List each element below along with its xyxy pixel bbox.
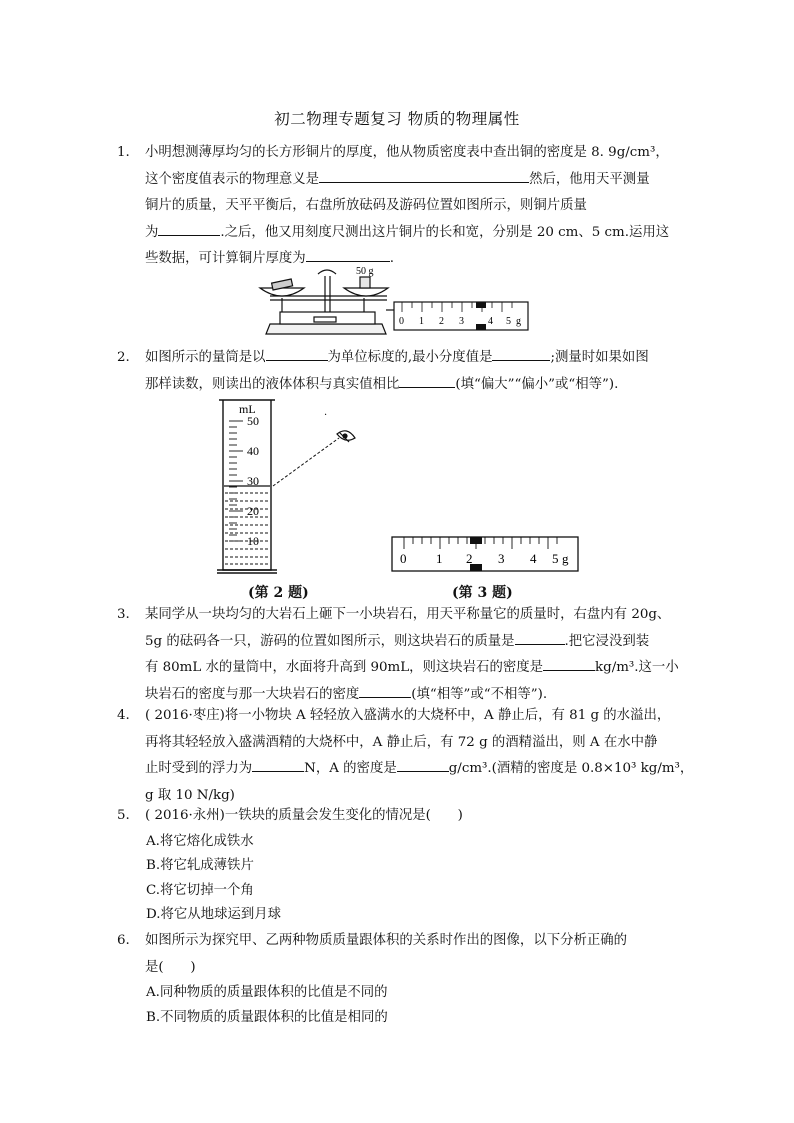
option-c[interactable]: C.将它切掉一个角 (146, 882, 254, 898)
question-text: (填“偏大”“偏小”或“相等”). (455, 376, 619, 392)
answer-blank[interactable] (158, 222, 220, 236)
tick-label: g (516, 316, 521, 327)
tick-label: 10 (247, 534, 259, 548)
question-line: ( 2016·枣庄)将一小物块 A 轻轻放入盛满水的大烧杯中，A 静止后，有 81 g 的水溢出， (145, 708, 671, 723)
question-text: 止时受到的浮力为 (145, 761, 253, 776)
tick-label: 1 (419, 316, 424, 327)
question-text: . (389, 251, 394, 266)
answer-blank[interactable] (492, 347, 550, 361)
rider-marker-top (476, 302, 486, 308)
measuring-cylinder-figure (215, 398, 365, 578)
question-3 (117, 602, 680, 708)
question-text: .把它浸没到装 (564, 633, 650, 649)
question-text: 这个密度值表示的物理意义是 (145, 171, 320, 187)
rider-marker-bottom (476, 324, 486, 330)
answer-blank[interactable] (266, 347, 328, 361)
question-number: 1. (117, 145, 130, 160)
tick-label: 20 (247, 504, 259, 518)
option-a[interactable]: A.同种物质的质量跟体积的比值是不同的 (146, 985, 388, 1000)
question-number: 3. (117, 607, 130, 622)
question-line: 如图所示为探究甲、乙两种物质质量跟体积的关系时作出的图像，以下分析正确的 (145, 933, 628, 948)
liquid (224, 486, 270, 569)
balance-figure (252, 262, 532, 342)
answer-blank[interactable] (306, 248, 390, 262)
question-text: ;测量时如果如图 (550, 350, 649, 365)
tick-label: 50 (247, 414, 259, 428)
question-4 (117, 703, 694, 809)
eye-icon (337, 431, 355, 442)
tick-label: 4 (530, 551, 537, 566)
tick-label: 2 (439, 316, 444, 327)
tick-label: 5 (506, 316, 511, 327)
tick-label: 4 (488, 316, 493, 327)
question-text: 5g 的砝码各一只，游码的位置如图所示，则这块岩石的质量是 (145, 633, 515, 649)
rider-scale-figure (390, 535, 582, 575)
rider-marker-top (470, 537, 482, 544)
figure-caption: (第 3 题) (452, 585, 513, 601)
tick-label: 0 (399, 316, 404, 327)
question-number: 6. (117, 933, 130, 948)
question-text: 有 80mL 水的量筒中，水面将升高到 90mL，则这块岩石的密度是 (145, 660, 544, 675)
tick-label: g (562, 551, 569, 566)
question-line: 小明想测薄厚均匀的长方形铜片的厚度，他从物质密度表中查出铜的密度是 8. 9g/cm³， (145, 145, 669, 160)
question-line: 某同学从一块均匀的大岩石上砸下一小块岩石，用天平称量它的质量时，右盘内有 20g、 (145, 607, 671, 622)
question-2 (117, 345, 680, 398)
tick-label: 30 (247, 474, 259, 488)
weight-label: 50 g (356, 266, 374, 277)
question-text: .之后，他又用刻度尺测出这片铜片的长和宽，分别是 20 cm、5 cm.运用这 (220, 224, 670, 240)
answer-blank[interactable] (252, 758, 304, 772)
question-text: 为 (145, 224, 159, 240)
question-text: 然后，他用天平测量 (529, 171, 650, 187)
question-number: 4. (117, 708, 130, 723)
option-b[interactable]: B.不同物质的质量跟体积的比值是相同的 (146, 1009, 388, 1025)
figure-caption: (第 2 题) (248, 585, 309, 601)
question-1 (117, 140, 680, 273)
answer-blank[interactable] (319, 169, 529, 183)
question-line: 是( ) (145, 959, 196, 975)
tick-label: 2 (466, 551, 473, 566)
tick-label: 1 (436, 551, 443, 566)
answer-blank[interactable] (543, 657, 595, 671)
tick-label: 5 (552, 551, 559, 566)
question-text: N，A 的密度是 (304, 761, 397, 776)
rider-scale (394, 302, 528, 330)
answer-blank[interactable] (515, 631, 565, 645)
question-text: (填“相等”或“不相等”). (411, 686, 548, 702)
question-text: 如图所示的量筒是以 (145, 350, 266, 365)
answer-blank[interactable] (359, 684, 411, 698)
tick-label: 40 (247, 444, 259, 458)
tick-label: 3 (498, 551, 505, 566)
option-b[interactable]: B.将它轧成薄铁片 (146, 858, 254, 873)
svg-text:·: · (324, 410, 328, 421)
question-number: 5. (117, 808, 130, 823)
question-line: 再将其轻轻放入盛满酒精的大烧杯中，A 静止后，有 72 g 的酒精溢出，则 A 在水中静 (145, 734, 658, 750)
question-text: 为单位标度的,最小分度值是 (327, 350, 493, 365)
question-text: kg/m³.这一小 (595, 660, 679, 675)
option-d[interactable]: D.将它从地球运到月球 (146, 907, 282, 922)
answer-blank[interactable] (399, 374, 455, 388)
question-stem: ( 2016·永州)一铁块的质量会发生变化的情况是( ) (145, 808, 463, 823)
tick-label: 3 (459, 316, 464, 327)
question-6 (117, 928, 680, 1030)
question-text: 块岩石的密度与那一大块岩石的密度 (145, 686, 360, 702)
question-line: 铜片的质量，天平平衡后，右盘所放砝码及游码位置如图所示，则铜片质量 (145, 198, 587, 213)
unit-label: mL (239, 402, 256, 416)
question-line: g 取 10 N/kg) (145, 787, 235, 803)
option-a[interactable]: A.将它熔化成铁水 (146, 833, 254, 849)
question-5 (117, 803, 680, 928)
tick-label: 0 (400, 551, 407, 566)
question-number: 2. (117, 350, 130, 365)
question-text: 些数据，可计算铜片厚度为 (145, 251, 306, 266)
page-title: 初二物理专题复习 物质的物理属性 (274, 110, 520, 128)
question-text: g/cm³.(酒精的密度是 0.8×10³ kg/m³， (448, 761, 694, 776)
question-text: 那样读数，则读出的液体体积与真实值相比 (145, 376, 400, 392)
answer-blank[interactable] (397, 758, 449, 772)
